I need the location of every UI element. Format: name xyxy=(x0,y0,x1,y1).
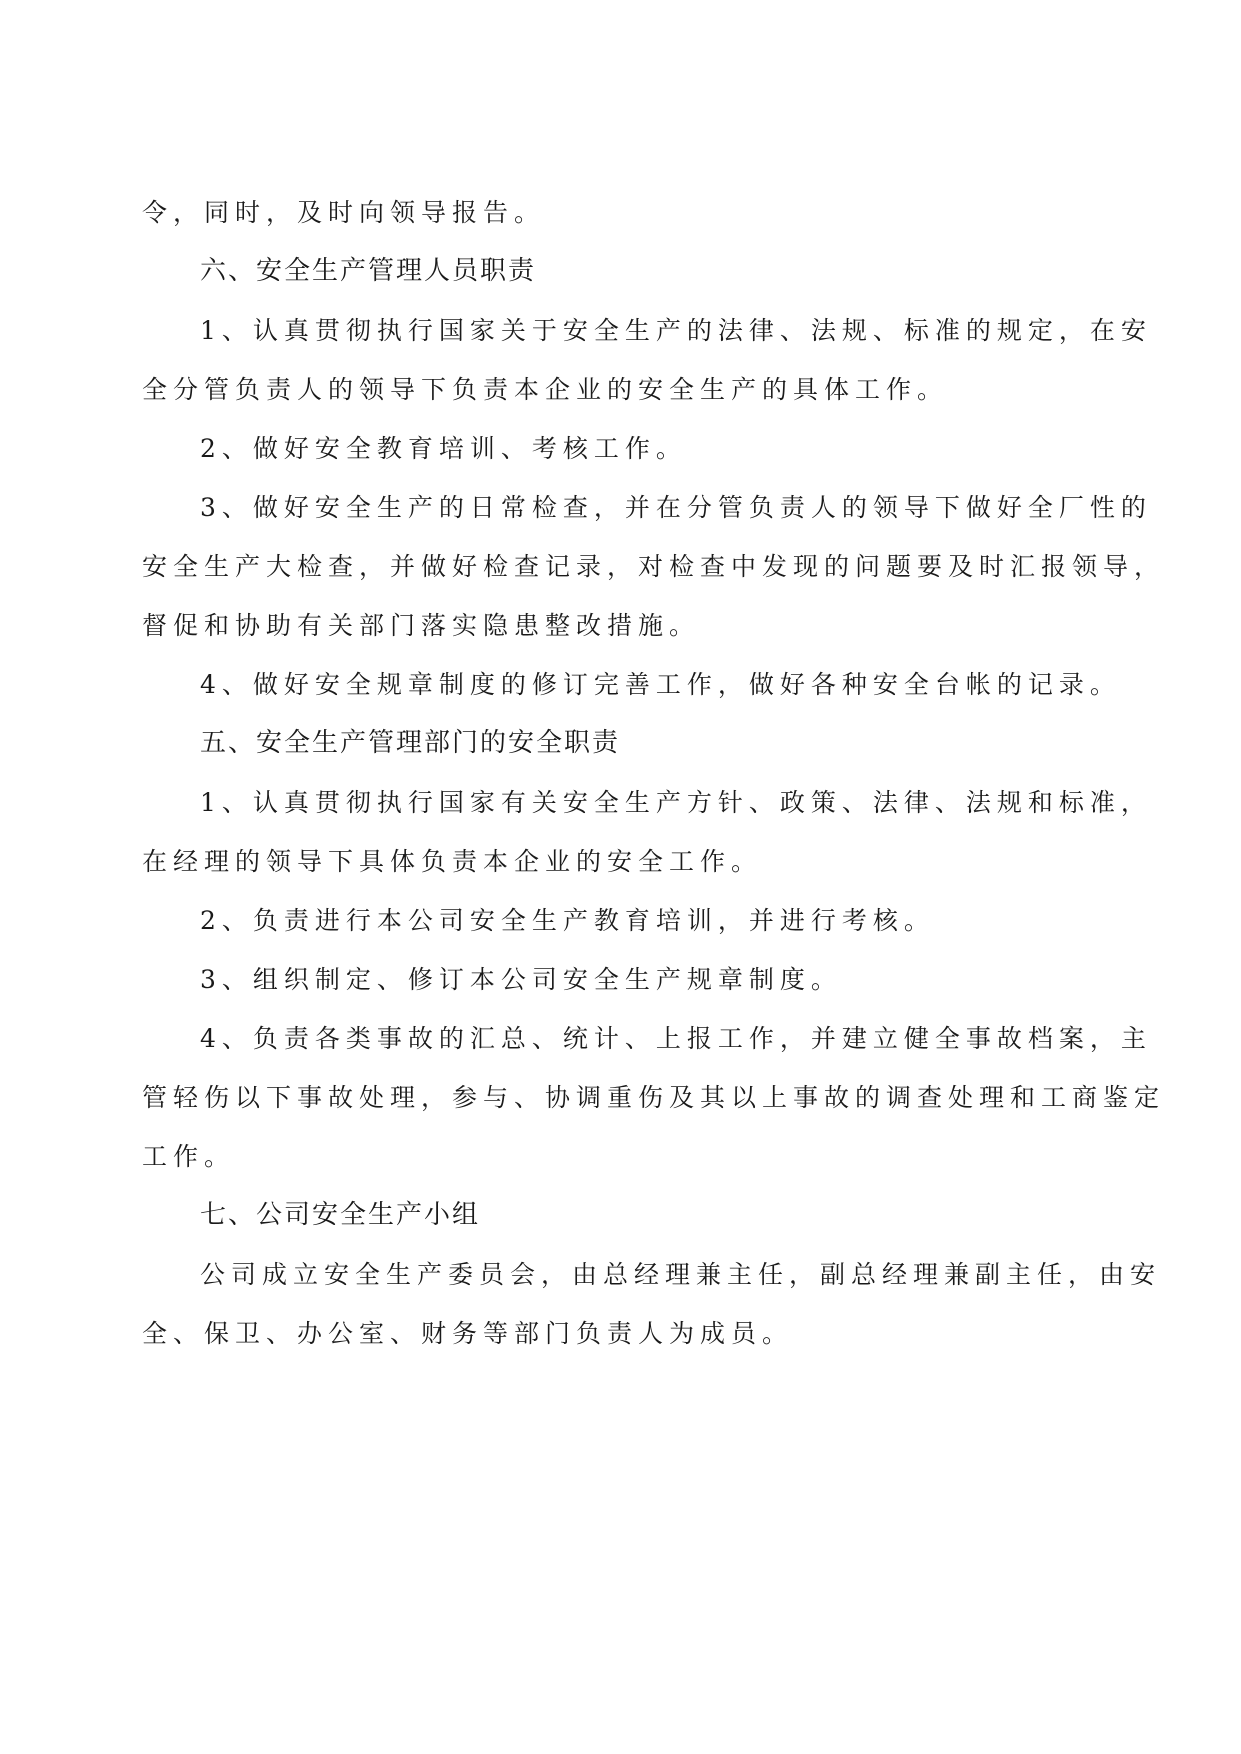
paragraph-line: 3、做好安全生产的日常检查，并在分管负责人的领导下做好全厂性的 xyxy=(200,493,1152,522)
paragraph-line: 令，同时，及时向领导报告。 xyxy=(142,198,546,227)
paragraph-line: 1、认真贯彻执行国家关于安全生产的法律、法规、标准的规定，在安 xyxy=(200,316,1152,345)
paragraph-line: 公司成立安全生产委员会，由总经理兼主任，副总经理兼副主任，由安 xyxy=(200,1260,1162,1289)
document-body xyxy=(142,183,1166,1363)
paragraph-line: 2、负责进行本公司安全生产教育培训，并进行考核。 xyxy=(200,906,935,935)
paragraph-line: 4、负责各类事故的汇总、统计、上报工作，并建立健全事故档案，主 xyxy=(200,1024,1152,1053)
paragraph-line: 3、组织制定、修订本公司安全生产规章制度。 xyxy=(200,965,842,994)
section-heading: 六、安全生产管理人员职责 xyxy=(200,256,537,286)
section-heading: 七、公司安全生产小组 xyxy=(200,1200,481,1230)
paragraph-line: 全、保卫、办公室、财务等部门负责人为成员。 xyxy=(142,1319,794,1348)
paragraph-line: 4、做好安全规章制度的修订完善工作，做好各种安全台帐的记录。 xyxy=(200,670,1121,699)
paragraph-line: 安全生产大检查，并做好检查记录，对检查中发现的问题要及时汇报领导， xyxy=(142,552,1166,581)
paragraph-line: 在经理的领导下具体负责本企业的安全工作。 xyxy=(142,847,763,876)
paragraph-line: 督促和协助有关部门落实隐患整改措施。 xyxy=(142,611,701,640)
paragraph-line: 1、认真贯彻执行国家有关安全生产方针、政策、法律、法规和标准， xyxy=(200,788,1152,817)
paragraph-line: 工作。 xyxy=(142,1142,236,1171)
paragraph-line: 全分管负责人的领导下负责本企业的安全生产的具体工作。 xyxy=(142,375,949,404)
paragraph-line: 2、做好安全教育培训、考核工作。 xyxy=(200,434,687,463)
paragraph-line: 管轻伤以下事故处理，参与、协调重伤及其以上事故的调查处理和工商鉴定 xyxy=(142,1083,1166,1112)
section-heading: 五、安全生产管理部门的安全职责 xyxy=(200,728,621,758)
